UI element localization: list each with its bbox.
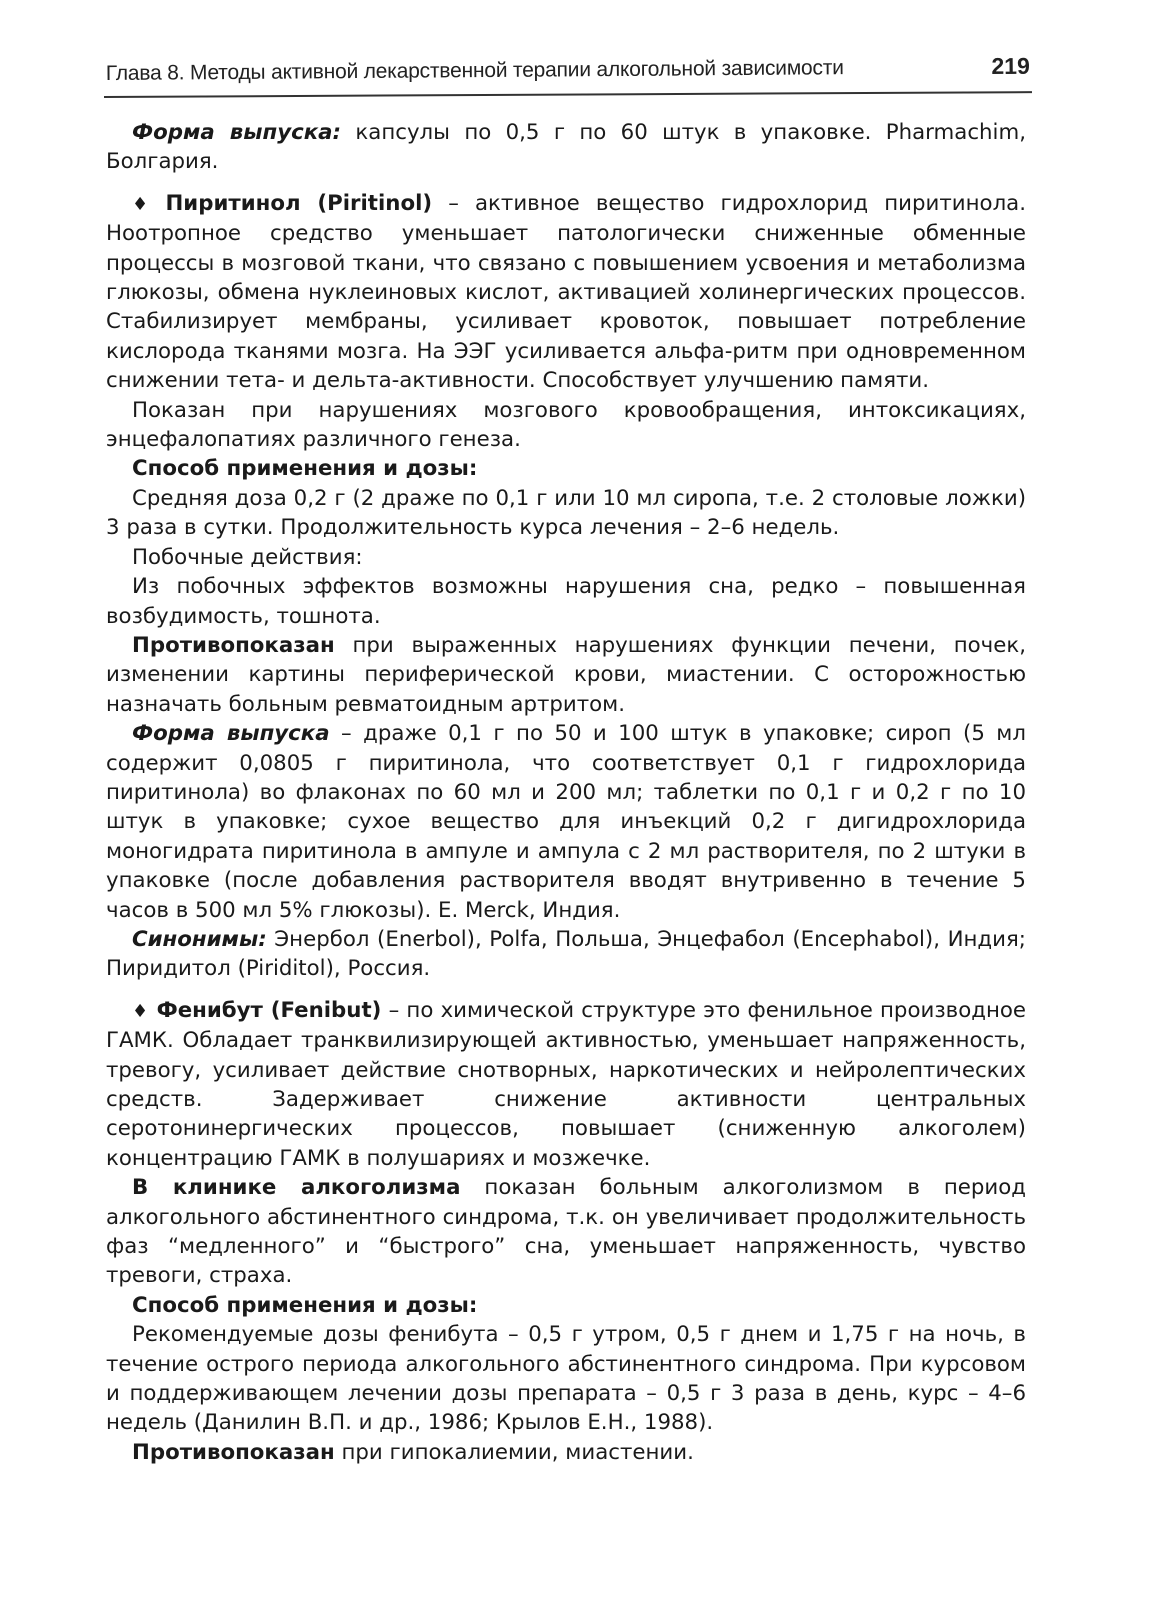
contraindications-label: Противопоказан xyxy=(132,1439,335,1465)
synonyms-label: Синонимы: xyxy=(132,926,267,952)
alcoholism-clinic-label: В клинике алкоголизма xyxy=(132,1175,461,1201)
paragraph-text: Энербол (Enerbol), Polfa, Польша, Энцефабол (Encephabol), Индия; Пиридитол (Piriditol), Россия. xyxy=(106,926,1026,982)
dosage-heading: Способ применения и дозы: xyxy=(132,456,478,482)
paragraph-release-form-2 xyxy=(106,719,1026,925)
paragraph-text: при выраженных нарушениях функции печени, почек, изменении картины периферической крови, миастении. С осторожностью назначать больным ревматоидным артритом. xyxy=(106,632,1026,717)
paragraph-synonyms xyxy=(106,925,1026,984)
paragraph-contraindications-2 xyxy=(106,1438,1026,1467)
paragraph-contraindications xyxy=(106,631,1026,719)
section-heading-dosage xyxy=(106,454,1026,483)
paragraph-text: – активное вещество гидрохлорид пиритинола. Ноотропное средство уменьшает патологически сниженные обменные процессы в мозговой ткани, что связано с повышением усвоения и метаболизма глюкозы, обмена нуклеиновых кислот, активацией холинергических процессов. Стабилизирует мембраны, усиливает кровоток, повышает потребление кислорода тканями мозга. На ЭЭГ усиливается альфа-ритм при одновременном снижении тета- и дельта-активности. Способствует улучшению памяти. xyxy=(106,190,1027,394)
drug-name-piritinol: Пиритинол (Piritinol) xyxy=(165,190,433,216)
contraindications-label: Противопоказан xyxy=(132,632,335,658)
diamond-bullet-icon: ♦ xyxy=(132,1000,149,1022)
paragraph-text: – по химической структуре это фенильное производное ГАМК. Обладает транквилизирующей активностью, уменьшает напряженность, тревогу, усиливает действие снотворных, наркотических и нейролептических средств. Задерживает снижение активности центральных серотонинергических процессов, повышает (сниженную алкоголем) концентрацию ГАМК в полушариях и мозжечке. xyxy=(106,997,1027,1171)
drug-name-fenibut: Фенибут (Fenibut) xyxy=(156,997,382,1023)
paragraph-release-form-1 xyxy=(106,118,1026,177)
paragraph-dosage xyxy=(106,484,1026,543)
dosage-heading: Способ применения и дозы: xyxy=(132,1292,478,1318)
paragraph-indications xyxy=(106,396,1026,455)
diamond-bullet-icon: ♦ xyxy=(132,193,158,215)
paragraph-alcoholism-clinic xyxy=(106,1173,1026,1291)
paragraph-text: капсулы по 0,5 г по 60 штук в упаковке. Pharmachim, Болгария. xyxy=(106,120,1026,175)
paragraph-text: Рекомендуемые дозы фенибута – 0,5 г утром, 0,5 г днем и 1,75 г на ночь, в течение острого периода алкогольного абстинентного синдрома. При курсовом и поддерживающем лечении дозы препарата – 0,5 г 3 раза в день, курс – 4–6 недель (Данилин В.П. и др., 1986; Крылов Е.Н., 1988). xyxy=(106,1322,1026,1436)
paragraph-text: Средняя доза 0,2 г (2 драже по 0,1 г или 10 мл сиропа, т.е. 2 столовые ложки) 3 раза в сутки. Продолжительность курса лечения – 2–6 недель. xyxy=(106,485,1026,541)
paragraph-text: при гипокалиемии, миастении. xyxy=(334,1439,694,1465)
page-body xyxy=(106,118,1026,1467)
release-form-label: Форма выпуска xyxy=(132,721,330,747)
release-form-label: Форма выпуска: xyxy=(132,120,342,145)
paragraph-text: Из побочных эффектов возможны нарушения сна, редко – повышенная возбудимость, тошнота. xyxy=(106,574,1026,629)
paragraph-text: показан больным алкоголизмом в период алкогольного абстинентного синдрома, т.к. он увеличивает продолжительность фаз “медленного” и “быстрого” сна, уменьшает напряженность, чувство тревоги, страха. xyxy=(106,1175,1026,1289)
paragraph-fenibut-dosage xyxy=(106,1320,1026,1438)
paragraph-side-effects-heading xyxy=(106,543,1026,572)
chapter-title: Глава 8. Методы активной лекарственной терапии алкогольной зависимости xyxy=(105,56,844,86)
side-effects-heading: Побочные действия: xyxy=(132,544,363,570)
paragraph-fenibut xyxy=(106,996,1026,1173)
section-heading-dosage-2 xyxy=(106,1291,1026,1320)
paragraph-text: – драже 0,1 г по 50 и 100 штук в упаковке; сироп (5 мл содержит 0,0805 г пиритинола, что соответствует 0,1 г гидрохлорида пиритинола) во флаконах по 60 мл и 200 мл; таблетки по 0,1 г и 0,2 г по 10 штук в упаковке; сухое вещество для инъекций 0,2 г дигидрохлорида моногидрата пиритинола в ампуле и ампула с 2 мл растворителя, по 2 штуки в упаковке (после добавления растворителя вводят внутривенно в течение 5 часов в 500 мл 5% глюкозы). E. Merck, Индия. xyxy=(106,721,1026,923)
running-header xyxy=(106,51,1030,94)
paragraph-side-effects xyxy=(106,572,1026,631)
page-number: 219 xyxy=(991,52,1030,80)
paragraph-piritinol xyxy=(106,189,1026,396)
paragraph-text: Показан при нарушениях мозгового кровообращения, интоксикациях, энцефалопатиях различного генеза. xyxy=(106,397,1026,453)
